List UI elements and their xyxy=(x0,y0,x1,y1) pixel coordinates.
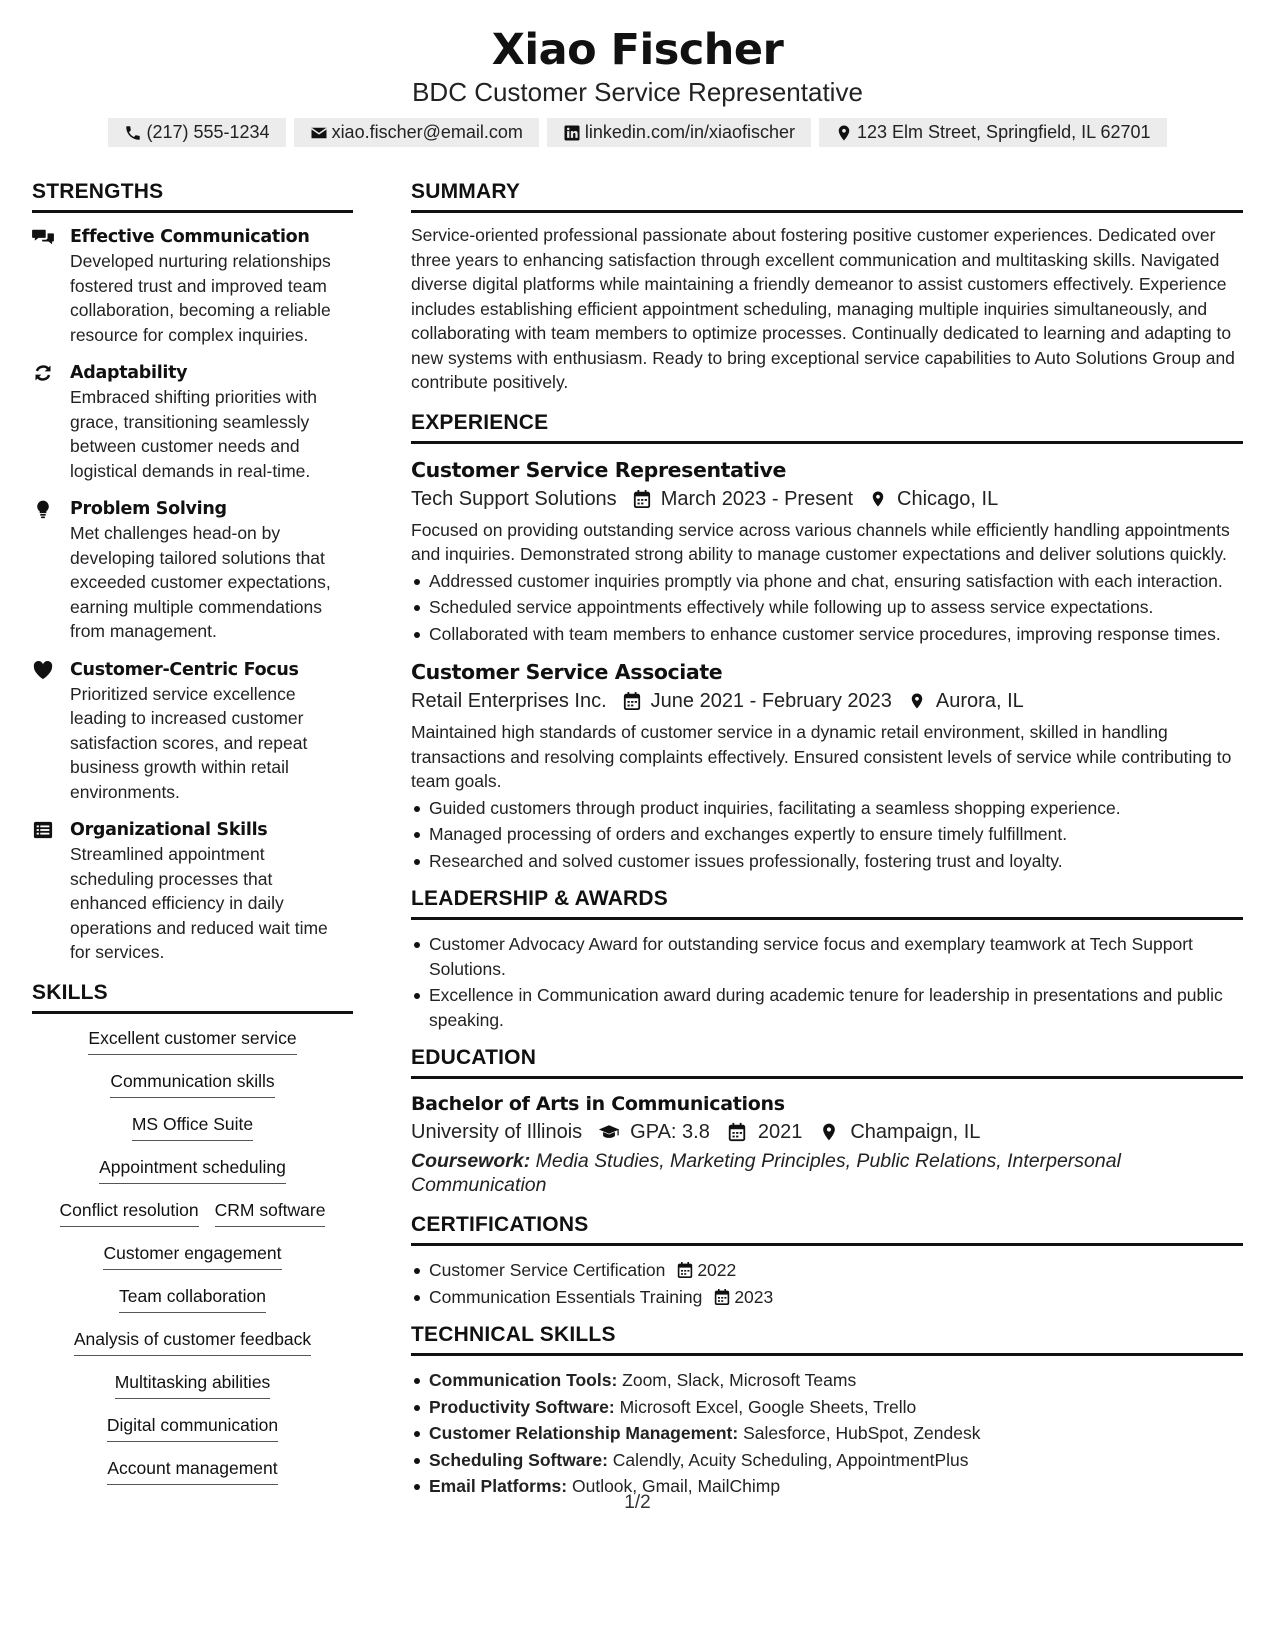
job-company: Tech Support Solutions xyxy=(411,487,617,510)
leadership-heading: LEADERSHIP & AWARDS xyxy=(411,887,668,910)
job-role: Customer Service Representative xyxy=(411,457,786,482)
coursework-text: Media Studies, Marketing Principles, Public Relations, Interpersonal Communication xyxy=(411,1150,1121,1196)
calendar-icon xyxy=(714,1288,730,1306)
contact-linkedin[interactable] xyxy=(547,118,811,147)
linkedin-text: linkedin.com/in/xiaofischer xyxy=(584,122,795,142)
job-meta xyxy=(411,484,1243,514)
job-dates: June 2021 - February 2023 xyxy=(650,690,892,712)
list-item: Guided customers through product inquiries, facilitating a seamless shopping experience. xyxy=(411,796,1243,821)
skill-tag: Excellent customer service xyxy=(88,1026,296,1055)
strength-item xyxy=(32,225,353,347)
edu-school: University of Illinois xyxy=(411,1121,583,1143)
job-meta xyxy=(411,686,1243,716)
strength-desc: Met challenges head-on by developing tailored solutions that exceeded customer expectations, earning multiple commendations from management. xyxy=(70,523,331,641)
coursework-label: Coursework: xyxy=(411,1150,531,1172)
job-location: Aurora, IL xyxy=(935,690,1024,712)
phone-text: (217) 555-1234 xyxy=(146,122,270,142)
edu-degree: Bachelor of Arts in Communications xyxy=(411,1093,785,1115)
skill-tag: MS Office Suite xyxy=(132,1112,253,1141)
strength-item xyxy=(32,818,353,965)
section-divider xyxy=(411,210,1243,213)
strength-desc: Embraced shifting priorities with grace, transitioning seamlessly between customer needs and logistical demands in real-time. xyxy=(70,387,318,481)
section-divider xyxy=(32,210,353,213)
map-marker-icon xyxy=(818,1122,840,1142)
section-divider xyxy=(411,441,1243,444)
resume-body xyxy=(32,178,1243,1501)
list-item xyxy=(411,1285,1243,1310)
list-item: Researched and solved customer issues professionally, fostering trust and loyalty. xyxy=(411,849,1243,874)
list-alt-icon xyxy=(32,820,54,840)
phone-icon xyxy=(124,124,142,142)
skill-tag: Team collaboration xyxy=(119,1284,266,1313)
left-column xyxy=(32,178,353,1501)
summary-heading: SUMMARY xyxy=(411,180,521,203)
strength-title: Organizational Skills xyxy=(70,820,268,840)
strength-title: Effective Communication xyxy=(70,227,310,247)
edu-location: Champaign, IL xyxy=(850,1121,981,1143)
skill-tag: Multitasking abilities xyxy=(115,1370,271,1399)
linkedin-icon xyxy=(563,124,581,142)
list-item xyxy=(411,1258,1243,1283)
lightbulb-icon xyxy=(32,499,54,519)
section-divider xyxy=(411,1076,1243,1079)
candidate-name: Xiao Fischer xyxy=(491,25,784,75)
list-item xyxy=(411,1368,1243,1393)
list-item: Customer Advocacy Award for outstanding service focus and exemplary teamwork at Tech Support Solutions. xyxy=(411,932,1243,981)
list-item: Addressed customer inquiries promptly via phone and chat, ensuring satisfaction with each interaction. xyxy=(411,569,1243,594)
section-divider xyxy=(32,1011,353,1014)
list-item: Collaborated with team members to enhance customer service procedures, improving response times. xyxy=(411,622,1243,647)
tech-value: Microsoft Excel, Google Sheets, Trello xyxy=(619,1396,917,1417)
skill-tag: Digital communication xyxy=(107,1413,278,1442)
tech-value: Zoom, Slack, Microsoft Teams xyxy=(622,1370,857,1390)
certifications-heading: CERTIFICATIONS xyxy=(411,1213,589,1236)
job-desc: Focused on providing outstanding service across various channels while efficiently handling appointments and inquiries. Demonstrated strong ability to manage customer expectations and deliver solutions quickly. xyxy=(411,519,1230,564)
edu-year: 2021 xyxy=(757,1121,803,1143)
tech-value: Outlook, Gmail, MailChimp xyxy=(571,1476,781,1496)
calendar-icon xyxy=(677,1261,693,1279)
technical-skills-list xyxy=(411,1368,1243,1499)
candidate-title: BDC Customer Service Representative xyxy=(412,77,863,107)
skill-tag: Conflict resolution xyxy=(60,1198,199,1227)
envelope-icon xyxy=(310,124,328,142)
tech-label: Communication Tools: xyxy=(429,1370,618,1390)
address-text: 123 Elm Street, Springfield, IL 62701 xyxy=(857,122,1151,142)
right-column xyxy=(411,178,1243,1501)
resume-header xyxy=(0,0,1275,147)
summary-text: Service-oriented professional passionate about fostering positive customer experiences. Dedicated over three years to enhancing satisfaction through excellent communication and multitasking skills. Navigated diverse digital platforms while maintaining a friendly demeanor to assist customers effectively. Experience includes establishing efficient appointment scheduling, managing multiple inquiries simultaneously, and collaborating with team members to optimize processes. Continually dedicated to learning and adapting to new systems with enthusiasm. Ready to bring exceptional service capabilities to Auto Solutions Group and contribute positively. xyxy=(411,225,1235,392)
calendar-icon xyxy=(726,1122,748,1142)
cert-year: 2022 xyxy=(697,1260,737,1280)
list-item: Scheduled service appointments effectively while following up to assess service expectations. xyxy=(411,595,1243,620)
list-item: Managed processing of orders and exchanges expertly to ensure timely fulfillment. xyxy=(411,822,1243,847)
tech-label: Productivity Software: xyxy=(429,1396,615,1417)
leadership-list xyxy=(411,932,1243,1032)
contact-row xyxy=(0,118,1275,147)
list-item xyxy=(411,1395,1243,1420)
tech-label: Email Platforms: xyxy=(429,1476,568,1496)
calendar-icon xyxy=(623,691,641,711)
strength-item xyxy=(32,497,353,644)
calendar-icon xyxy=(633,489,651,509)
cert-name: Communication Essentials Training xyxy=(429,1286,703,1307)
contact-phone[interactable] xyxy=(108,118,285,147)
section-divider xyxy=(411,917,1243,920)
job-location: Chicago, IL xyxy=(897,487,999,510)
strength-title: Customer-Centric Focus xyxy=(70,659,299,680)
strength-item xyxy=(32,361,353,483)
tech-label: Scheduling Software: xyxy=(429,1449,608,1470)
list-item: Excellence in Communication award during academic tenure for leadership in presentations and public speaking. xyxy=(411,983,1243,1032)
edu-coursework xyxy=(411,1149,1243,1197)
strength-desc: Developed nurturing relationships fostered trust and improved team collaboration, becoming a reliable resource for complex inquiries. xyxy=(70,251,331,345)
list-item xyxy=(411,1421,1243,1446)
graduation-cap-icon xyxy=(598,1122,620,1142)
section-divider xyxy=(411,1353,1243,1356)
edu-meta xyxy=(411,1117,1243,1147)
job-bullets xyxy=(411,569,1243,647)
strength-item xyxy=(32,658,353,805)
strength-title: Adaptability xyxy=(70,363,188,383)
experience-heading: EXPERIENCE xyxy=(411,410,549,434)
education-heading: EDUCATION xyxy=(411,1046,537,1069)
heart-icon xyxy=(32,660,54,680)
contact-address xyxy=(819,118,1167,147)
job-role: Customer Service Associate xyxy=(411,660,723,684)
cert-year: 2023 xyxy=(734,1286,774,1307)
list-item xyxy=(411,1448,1243,1473)
job-bullets xyxy=(411,796,1243,874)
skill-tag: Appointment scheduling xyxy=(99,1155,286,1184)
strength-desc: Streamlined appointment scheduling processes that enhanced efficiency in daily operations and reduced wait time for services. xyxy=(70,844,328,962)
tech-label: Customer Relationship Management: xyxy=(429,1423,739,1443)
comments-icon xyxy=(32,227,54,247)
page-number: 1/2 xyxy=(624,1492,651,1513)
map-marker-icon xyxy=(869,489,887,509)
skill-tag: Account management xyxy=(107,1456,277,1485)
skills-list xyxy=(32,1026,353,1485)
section-divider xyxy=(411,1243,1243,1246)
edu-gpa: GPA: 3.8 xyxy=(630,1121,710,1143)
job-entry xyxy=(411,456,1243,647)
strength-title: Problem Solving xyxy=(70,499,227,519)
tech-value: Calendly, Acuity Scheduling, AppointmentPlus xyxy=(612,1449,969,1470)
map-marker-icon xyxy=(835,124,853,142)
map-marker-icon xyxy=(908,691,926,711)
job-dates: March 2023 - Present xyxy=(660,487,854,510)
skills-heading: SKILLS xyxy=(32,980,108,1004)
certifications-list xyxy=(411,1258,1243,1309)
sync-icon xyxy=(32,363,54,383)
technical-skills-heading: TECHNICAL SKILLS xyxy=(411,1323,616,1346)
skill-tag: CRM software xyxy=(215,1198,326,1227)
strength-desc: Prioritized service excellence leading to increased customer satisfaction scores, and repeat business growth within retail environments. xyxy=(70,683,308,802)
tech-value: Salesforce, HubSpot, Zendesk xyxy=(743,1423,981,1443)
skill-tag: Analysis of customer feedback xyxy=(74,1327,311,1356)
skill-tag: Communication skills xyxy=(110,1069,274,1098)
job-entry xyxy=(411,658,1243,873)
skill-tag: Customer engagement xyxy=(103,1241,281,1270)
job-company: Retail Enterprises Inc. xyxy=(411,690,607,712)
contact-email[interactable] xyxy=(294,118,539,147)
strengths-heading: STRENGTHS xyxy=(32,180,164,203)
email-text: xiao.fischer@email.com xyxy=(331,122,523,142)
job-desc: Maintained high standards of customer service in a dynamic retail environment, skilled in handling transactions and resolving complaints effectively. Ensured consistent levels of service while contributing to team goals. xyxy=(411,722,1232,791)
cert-name: Customer Service Certification xyxy=(429,1260,666,1280)
